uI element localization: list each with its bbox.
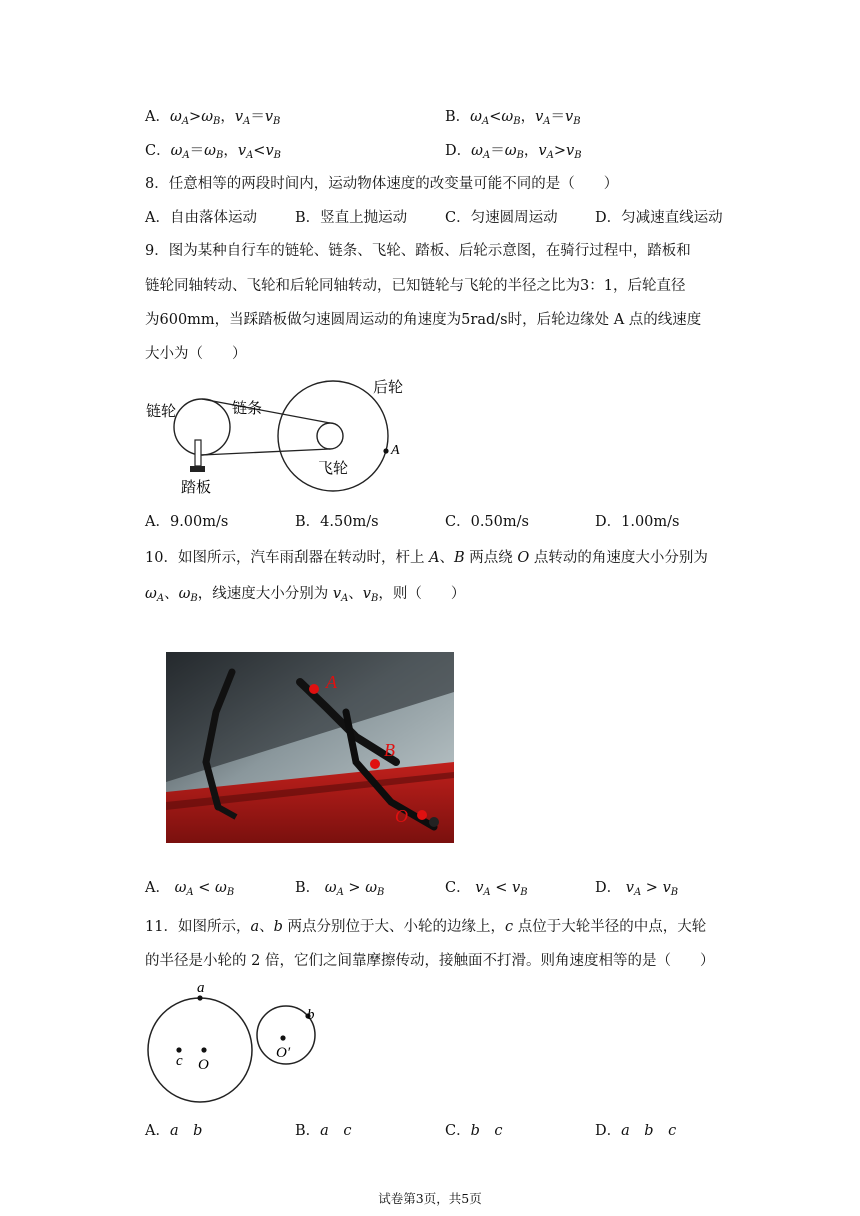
chainring-circle [174,399,230,455]
pedal-block [190,466,205,472]
q11-stem-line-1: 11．如图所示，a、b 两点分别位于大、小轮的边缘上，c 点位于大轮半径的中点，大轮 [145,919,707,935]
q11-stem-line-2: 的半径是小轮的 2 倍，它们之间靠摩擦传动，接触面不打滑。则角速度相等的是（ ） [145,953,715,969]
q9-option-c: C．0.50m/s [445,514,529,530]
q7-option-d: D．$\omega_A=\omega_B$，$v_A>v_B$ [445,143,582,161]
label-point-a: A [391,443,400,458]
q10-option-d: D． $v_A > v_B$ [595,880,679,898]
label-o: O [198,1057,209,1073]
label-rear-wheel: 后轮 [373,379,404,396]
q8-option-b: B．竖直上抛运动 [295,210,408,226]
label-chain: 链条 [232,400,263,417]
q11-option-c: C．b c [445,1123,503,1139]
point-o-dot [417,810,427,820]
q11-option-b: B．a c [295,1123,352,1139]
q9-stem-line-1: 9．图为某种自行车的链轮、链条、飞轮、踏板、后轮示意图，在骑行过程中，踏板和 [145,243,691,259]
wheels-diagram [140,975,340,1115]
q11-option-a: A．a b [145,1123,203,1139]
point-o-prime-dot [280,1035,285,1040]
label-o-prime: O′ [276,1045,291,1061]
point-c-dot [176,1047,181,1052]
label-pedal: 踏板 [181,479,212,496]
point-a-dot [383,448,388,453]
q10-stem-line-1: 10．如图所示，汽车雨刮器在转动时，杆上 A、B 两点绕 O 点转动的角速度大小分别为 [145,550,708,566]
q7-option-b: B．$\omega_A<\omega_B$，$v_A=v_B$ [445,109,581,127]
q7-option-c: C．$\omega_A=\omega_B$，$v_A<v_B$ [145,143,282,161]
label-b: b [307,1007,315,1023]
q8-option-d: D．匀减速直线运动 [595,210,723,226]
q9-option-d: D．1.00m/s [595,514,680,530]
q9-option-a: A．9.00m/s [145,514,229,530]
page-footer: 试卷第3页，共5页 [378,1191,482,1206]
q9-option-b: B．4.50m/s [295,514,379,530]
q7-option-a: A．$\omega_A>\omega_B$，$v_A=v_B$ [145,109,281,127]
label-a: a [197,980,205,996]
pedal-crank [195,440,201,466]
chain-bottom [202,449,330,455]
point-a-dot [309,684,319,694]
label-c: c [176,1053,183,1069]
label-o: O [395,806,408,826]
q10-option-c: C． $v_A < v_B$ [445,880,528,898]
q10-stem-line-2: $\omega_A$、$\omega_B$，线速度大小分别为 $v_A$、$v_B$，则（ ） [145,586,466,604]
q9-stem-line-3: 为600mm，当踩踏板做匀速圆周运动的角速度为5rad/s时，后轮边缘处 A 点的线速度 [145,312,702,328]
bicycle-diagram [140,370,420,500]
q11-option-d: D．a b c [595,1123,677,1139]
point-b-dot [370,759,380,769]
q8-option-c: C．匀速圆周运动 [445,210,558,226]
flywheel-circle [317,423,343,449]
q10-option-b: B． $\omega_A > \omega_B$ [295,880,385,898]
label-b: B [384,740,395,760]
point-o-dot [201,1047,206,1052]
label-a: A [326,672,337,692]
label-chainring: 链轮 [146,403,177,420]
q8-stem: 8．任意相等的两段时间内，运动物体速度的改变量可能不同的是（ ） [145,176,619,192]
q10-option-a: A． $\omega_A < \omega_B$ [145,880,235,898]
large-wheel-circle [148,998,252,1102]
q9-stem-line-4: 大小为（ ） [145,346,247,362]
q9-stem-line-2: 链轮同轴转动、飞轮和后轮同轴转动，已知链轮与飞轮的半径之比为3：1，后轮直径 [145,278,686,294]
point-a-dot [197,995,202,1000]
label-flywheel: 飞轮 [318,460,349,477]
q8-option-a: A．自由落体运动 [145,210,257,226]
wiper-photo [166,652,454,843]
chain-top [202,399,330,423]
